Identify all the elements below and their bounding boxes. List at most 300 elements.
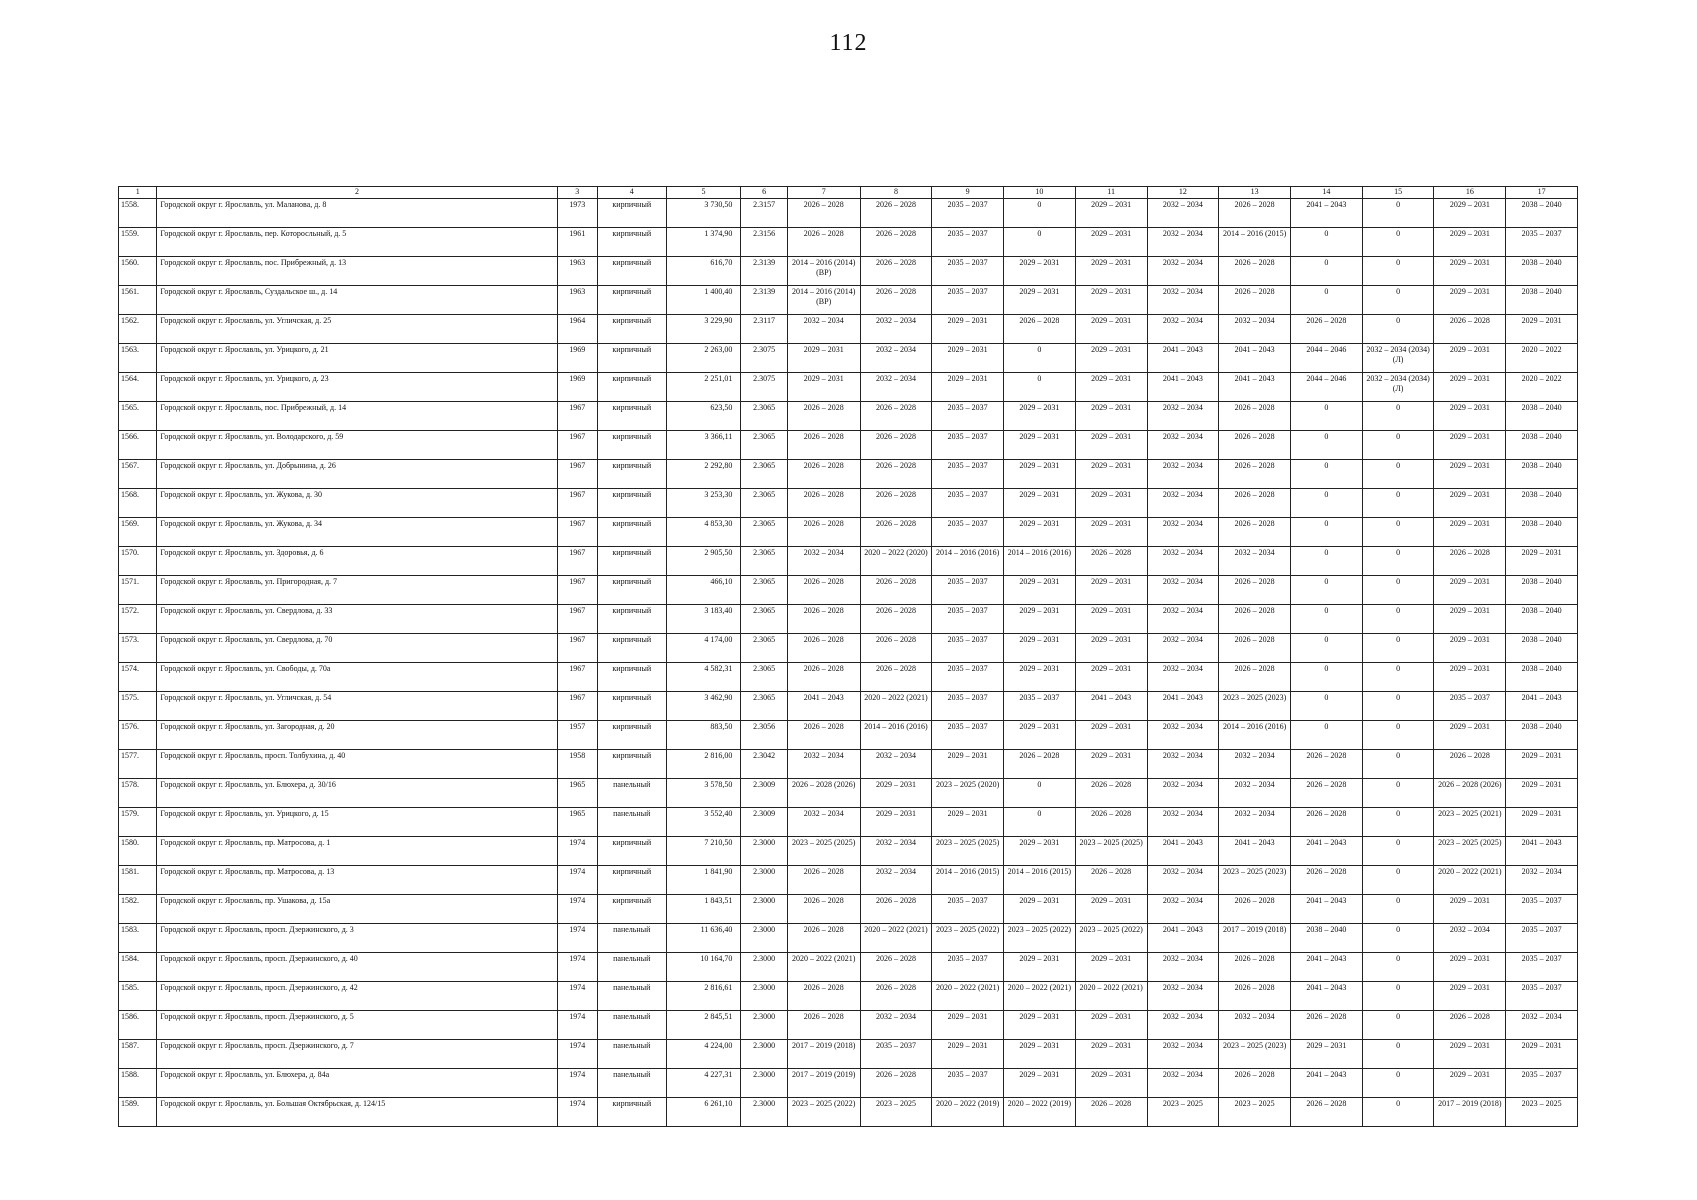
address-cell: Городской округ г. Ярославль, ул. Блюхера, д. 84а (157, 1069, 557, 1098)
work-period-cell-12: 2041 – 2043 (1147, 373, 1219, 402)
address-cell: Городской округ г. Ярославль, пер. Которосльный, д. 5 (157, 228, 557, 257)
work-period-cell-8: 2029 – 2031 (860, 808, 932, 837)
work-period-cell-7: 2026 – 2028 (787, 199, 860, 228)
row-number-cell: 1561. (119, 286, 157, 315)
work-period-cell-14: 0 (1290, 286, 1362, 315)
table-row (119, 663, 1578, 692)
work-period-cell-17: 2041 – 2043 (1506, 692, 1578, 721)
year-cell: 1967 (557, 489, 597, 518)
work-period-cell-14: 0 (1290, 663, 1362, 692)
work-period-cell-12: 2032 – 2034 (1147, 547, 1219, 576)
work-period-cell-14: 0 (1290, 634, 1362, 663)
table-row (119, 373, 1578, 402)
work-period-cell-12: 2032 – 2034 (1147, 605, 1219, 634)
work-period-cell-14: 2044 – 2046 (1290, 373, 1362, 402)
work-period-cell-10: 2023 – 2025 (2022) (1004, 924, 1076, 953)
column-number-cell: 17 (1506, 187, 1578, 199)
work-period-cell-14: 2044 – 2046 (1290, 344, 1362, 373)
work-period-cell-10: 2014 – 2016 (2015) (1004, 866, 1076, 895)
coefficient-cell: 2.3000 (741, 953, 787, 982)
area-cell: 3 183,40 (666, 605, 741, 634)
work-period-cell-8: 2032 – 2034 (860, 373, 932, 402)
area-cell: 6 261,10 (666, 1098, 741, 1127)
work-period-cell-12: 2032 – 2034 (1147, 431, 1219, 460)
work-period-cell-16: 2017 – 2019 (2018) (1434, 1098, 1506, 1127)
year-cell: 1974 (557, 1011, 597, 1040)
wall-material-cell: кирпичный (597, 721, 666, 750)
table-row (119, 953, 1578, 982)
address-cell: Городской округ г. Ярославль, ул. Угличская, д. 25 (157, 315, 557, 344)
coefficient-cell: 2.3009 (741, 779, 787, 808)
area-cell: 4 582,31 (666, 663, 741, 692)
work-period-cell-13: 2026 – 2028 (1219, 460, 1291, 489)
work-period-cell-11: 2029 – 2031 (1075, 518, 1147, 547)
work-period-cell-13: 2026 – 2028 (1219, 982, 1291, 1011)
work-period-cell-17: 2029 – 2031 (1506, 808, 1578, 837)
work-period-cell-13: 2041 – 2043 (1219, 344, 1291, 373)
work-period-cell-11: 2029 – 2031 (1075, 721, 1147, 750)
address-cell: Городской округ г. Ярославль, ул. Загородная, д. 20 (157, 721, 557, 750)
column-number-cell: 10 (1004, 187, 1076, 199)
work-period-cell-10: 2029 – 2031 (1004, 605, 1076, 634)
row-number-cell: 1587. (119, 1040, 157, 1069)
work-period-cell-12: 2032 – 2034 (1147, 228, 1219, 257)
work-period-cell-7: 2026 – 2028 (787, 866, 860, 895)
work-period-cell-14: 0 (1290, 402, 1362, 431)
work-period-cell-7: 2032 – 2034 (787, 315, 860, 344)
work-period-cell-10: 2026 – 2028 (1004, 315, 1076, 344)
work-period-cell-10: 2029 – 2031 (1004, 576, 1076, 605)
work-period-cell-11: 2029 – 2031 (1075, 199, 1147, 228)
address-cell: Городской округ г. Ярославль, пос. Прибрежный, д. 13 (157, 257, 557, 286)
area-cell: 1 374,90 (666, 228, 741, 257)
work-period-cell-10: 0 (1004, 228, 1076, 257)
work-period-cell-13: 2026 – 2028 (1219, 489, 1291, 518)
work-period-cell-15: 0 (1362, 257, 1434, 286)
work-period-cell-10: 2029 – 2031 (1004, 460, 1076, 489)
wall-material-cell: кирпичный (597, 750, 666, 779)
wall-material-cell: кирпичный (597, 1098, 666, 1127)
work-period-cell-15: 0 (1362, 895, 1434, 924)
wall-material-cell: кирпичный (597, 576, 666, 605)
work-period-cell-8: 2026 – 2028 (860, 257, 932, 286)
work-period-cell-15: 0 (1362, 1098, 1434, 1127)
work-period-cell-11: 2029 – 2031 (1075, 750, 1147, 779)
coefficient-cell: 2.3139 (741, 257, 787, 286)
work-period-cell-10: 2029 – 2031 (1004, 489, 1076, 518)
work-period-cell-17: 2038 – 2040 (1506, 286, 1578, 315)
work-period-cell-17: 2038 – 2040 (1506, 663, 1578, 692)
work-period-cell-12: 2032 – 2034 (1147, 286, 1219, 315)
wall-material-cell: кирпичный (597, 692, 666, 721)
row-number-cell: 1577. (119, 750, 157, 779)
row-number-cell: 1583. (119, 924, 157, 953)
work-period-cell-11: 2029 – 2031 (1075, 315, 1147, 344)
work-period-cell-17: 2038 – 2040 (1506, 605, 1578, 634)
work-period-cell-14: 2026 – 2028 (1290, 866, 1362, 895)
work-period-cell-16: 2029 – 2031 (1434, 895, 1506, 924)
year-cell: 1965 (557, 779, 597, 808)
work-period-cell-13: 2026 – 2028 (1219, 663, 1291, 692)
work-period-cell-16: 2029 – 2031 (1434, 663, 1506, 692)
column-number-cell: 2 (157, 187, 557, 199)
work-period-cell-7: 2026 – 2028 (787, 605, 860, 634)
work-period-cell-17: 2035 – 2037 (1506, 1069, 1578, 1098)
work-period-cell-8: 2032 – 2034 (860, 750, 932, 779)
coefficient-cell: 2.3000 (741, 1011, 787, 1040)
year-cell: 1967 (557, 663, 597, 692)
work-period-cell-7: 2032 – 2034 (787, 750, 860, 779)
table-row (119, 721, 1578, 750)
column-number-cell: 4 (597, 187, 666, 199)
work-period-cell-16: 2029 – 2031 (1434, 605, 1506, 634)
work-period-cell-9: 2029 – 2031 (932, 808, 1004, 837)
work-period-cell-16: 2029 – 2031 (1434, 576, 1506, 605)
area-cell: 4 227,31 (666, 1069, 741, 1098)
table-row (119, 1098, 1578, 1127)
work-period-cell-15: 0 (1362, 402, 1434, 431)
page-number: 112 (829, 30, 868, 56)
table-row (119, 982, 1578, 1011)
work-period-cell-16: 2029 – 2031 (1434, 953, 1506, 982)
work-period-cell-11: 2029 – 2031 (1075, 373, 1147, 402)
work-period-cell-13: 2014 – 2016 (2015) (1219, 228, 1291, 257)
address-cell: Городской округ г. Ярославль, ул. Жукова, д. 34 (157, 518, 557, 547)
row-number-cell: 1562. (119, 315, 157, 344)
area-cell: 3 366,11 (666, 431, 741, 460)
row-number-cell: 1567. (119, 460, 157, 489)
work-period-cell-8: 2026 – 2028 (860, 895, 932, 924)
year-cell: 1967 (557, 431, 597, 460)
work-period-cell-15: 0 (1362, 605, 1434, 634)
work-period-cell-17: 2029 – 2031 (1506, 547, 1578, 576)
work-period-cell-11: 2020 – 2022 (2021) (1075, 982, 1147, 1011)
work-period-cell-13: 2026 – 2028 (1219, 576, 1291, 605)
work-period-cell-11: 2029 – 2031 (1075, 953, 1147, 982)
work-period-cell-14: 2038 – 2040 (1290, 924, 1362, 953)
address-cell: Городской округ г. Ярославль, ул. Свердлова, д. 70 (157, 634, 557, 663)
work-period-cell-12: 2041 – 2043 (1147, 924, 1219, 953)
work-period-cell-8: 2026 – 2028 (860, 402, 932, 431)
work-period-cell-14: 2026 – 2028 (1290, 750, 1362, 779)
work-period-cell-7: 2026 – 2028 (787, 576, 860, 605)
work-period-cell-9: 2035 – 2037 (932, 460, 1004, 489)
area-cell: 2 816,61 (666, 982, 741, 1011)
year-cell: 1974 (557, 837, 597, 866)
work-period-cell-14: 2026 – 2028 (1290, 1098, 1362, 1127)
work-period-cell-15: 0 (1362, 547, 1434, 576)
work-period-cell-9: 2029 – 2031 (932, 750, 1004, 779)
table-row (119, 257, 1578, 286)
work-period-cell-9: 2020 – 2022 (2019) (932, 1098, 1004, 1127)
work-period-cell-9: 2035 – 2037 (932, 663, 1004, 692)
table-row (119, 808, 1578, 837)
work-period-cell-14: 0 (1290, 518, 1362, 547)
year-cell: 1974 (557, 866, 597, 895)
work-period-cell-11: 2029 – 2031 (1075, 460, 1147, 489)
work-period-cell-12: 2032 – 2034 (1147, 982, 1219, 1011)
work-period-cell-15: 0 (1362, 750, 1434, 779)
work-period-cell-15: 0 (1362, 518, 1434, 547)
work-period-cell-13: 2017 – 2019 (2018) (1219, 924, 1291, 953)
work-period-cell-16: 2032 – 2034 (1434, 924, 1506, 953)
area-cell: 2 905,50 (666, 547, 741, 576)
work-period-cell-14: 0 (1290, 692, 1362, 721)
work-period-cell-9: 2035 – 2037 (932, 431, 1004, 460)
work-period-cell-9: 2035 – 2037 (932, 605, 1004, 634)
work-period-cell-9: 2035 – 2037 (932, 634, 1004, 663)
work-period-cell-11: 2029 – 2031 (1075, 402, 1147, 431)
area-cell: 1 400,40 (666, 286, 741, 315)
work-period-cell-14: 2041 – 2043 (1290, 1069, 1362, 1098)
work-period-cell-15: 0 (1362, 286, 1434, 315)
work-period-cell-13: 2041 – 2043 (1219, 837, 1291, 866)
work-period-cell-7: 2026 – 2028 (787, 489, 860, 518)
work-period-cell-7: 2032 – 2034 (787, 547, 860, 576)
work-period-cell-9: 2023 – 2025 (2020) (932, 779, 1004, 808)
area-cell: 3 730,50 (666, 199, 741, 228)
area-cell: 10 164,70 (666, 953, 741, 982)
work-period-cell-16: 2020 – 2022 (2021) (1434, 866, 1506, 895)
work-period-cell-12: 2041 – 2043 (1147, 837, 1219, 866)
row-number-cell: 1576. (119, 721, 157, 750)
work-period-cell-14: 2029 – 2031 (1290, 1040, 1362, 1069)
work-period-cell-10: 2029 – 2031 (1004, 1040, 1076, 1069)
work-period-cell-9: 2035 – 2037 (932, 489, 1004, 518)
column-number-cell: 3 (557, 187, 597, 199)
work-period-cell-7: 2041 – 2043 (787, 692, 860, 721)
work-period-cell-8: 2032 – 2034 (860, 315, 932, 344)
coefficient-cell: 2.3065 (741, 663, 787, 692)
address-cell: Городской округ г. Ярославль, ул. Урицкого, д. 21 (157, 344, 557, 373)
area-cell: 2 845,51 (666, 1011, 741, 1040)
work-period-cell-13: 2023 – 2025 (2023) (1219, 692, 1291, 721)
work-period-cell-9: 2014 – 2016 (2015) (932, 866, 1004, 895)
row-number-cell: 1568. (119, 489, 157, 518)
work-period-cell-8: 2026 – 2028 (860, 286, 932, 315)
work-period-cell-10: 2035 – 2037 (1004, 692, 1076, 721)
work-period-cell-15: 0 (1362, 837, 1434, 866)
work-period-cell-8: 2026 – 2028 (860, 228, 932, 257)
work-period-cell-14: 2041 – 2043 (1290, 982, 1362, 1011)
column-number-cell: 13 (1219, 187, 1291, 199)
work-period-cell-10: 2029 – 2031 (1004, 286, 1076, 315)
table-row (119, 460, 1578, 489)
coefficient-cell: 2.3009 (741, 808, 787, 837)
address-cell: Городской округ г. Ярославль, пр. Матросова, д. 1 (157, 837, 557, 866)
year-cell: 1974 (557, 924, 597, 953)
work-period-cell-17: 2035 – 2037 (1506, 895, 1578, 924)
work-period-cell-7: 2029 – 2031 (787, 373, 860, 402)
work-period-cell-8: 2026 – 2028 (860, 199, 932, 228)
wall-material-cell: кирпичный (597, 837, 666, 866)
work-period-cell-10: 2029 – 2031 (1004, 518, 1076, 547)
work-period-cell-14: 0 (1290, 431, 1362, 460)
year-cell: 1974 (557, 1098, 597, 1127)
area-cell: 4 853,30 (666, 518, 741, 547)
year-cell: 1967 (557, 692, 597, 721)
coefficient-cell: 2.3000 (741, 837, 787, 866)
work-period-cell-14: 0 (1290, 228, 1362, 257)
row-number-cell: 1565. (119, 402, 157, 431)
work-period-cell-9: 2035 – 2037 (932, 1069, 1004, 1098)
year-cell: 1969 (557, 344, 597, 373)
work-period-cell-12: 2032 – 2034 (1147, 518, 1219, 547)
year-cell: 1973 (557, 199, 597, 228)
work-period-cell-12: 2032 – 2034 (1147, 576, 1219, 605)
work-period-cell-10: 2029 – 2031 (1004, 431, 1076, 460)
wall-material-cell: панельный (597, 953, 666, 982)
coefficient-cell: 2.3065 (741, 518, 787, 547)
work-period-cell-8: 2026 – 2028 (860, 953, 932, 982)
work-period-cell-15: 0 (1362, 576, 1434, 605)
work-period-cell-9: 2035 – 2037 (932, 692, 1004, 721)
column-number-cell: 15 (1362, 187, 1434, 199)
work-period-cell-7: 2017 – 2019 (2018) (787, 1040, 860, 1069)
work-period-cell-13: 2026 – 2028 (1219, 286, 1291, 315)
work-period-cell-10: 2029 – 2031 (1004, 257, 1076, 286)
area-cell: 2 251,01 (666, 373, 741, 402)
work-period-cell-9: 2029 – 2031 (932, 1011, 1004, 1040)
area-cell: 2 292,80 (666, 460, 741, 489)
table-row (119, 750, 1578, 779)
row-number-cell: 1585. (119, 982, 157, 1011)
work-period-cell-16: 2026 – 2028 (1434, 547, 1506, 576)
work-period-cell-17: 2038 – 2040 (1506, 634, 1578, 663)
work-period-cell-14: 0 (1290, 257, 1362, 286)
column-number-cell: 6 (741, 187, 787, 199)
work-period-cell-12: 2041 – 2043 (1147, 344, 1219, 373)
work-period-cell-11: 2029 – 2031 (1075, 605, 1147, 634)
address-cell: Городской округ г. Ярославль, просп. Дзержинского, д. 40 (157, 953, 557, 982)
coefficient-cell: 2.3156 (741, 228, 787, 257)
work-period-cell-16: 2023 – 2025 (2025) (1434, 837, 1506, 866)
column-number-cell: 11 (1075, 187, 1147, 199)
work-period-cell-11: 2026 – 2028 (1075, 1098, 1147, 1127)
work-period-cell-10: 2029 – 2031 (1004, 663, 1076, 692)
row-number-cell: 1578. (119, 779, 157, 808)
work-period-cell-13: 2026 – 2028 (1219, 518, 1291, 547)
work-period-cell-17: 2035 – 2037 (1506, 924, 1578, 953)
work-period-cell-13: 2023 – 2025 (2023) (1219, 866, 1291, 895)
address-cell: Городской округ г. Ярославль, ул. Маланова, д. 8 (157, 199, 557, 228)
work-period-cell-7: 2026 – 2028 (787, 431, 860, 460)
work-period-cell-7: 2020 – 2022 (2021) (787, 953, 860, 982)
address-cell: Городской округ г. Ярославль, просп. Толбухина, д. 40 (157, 750, 557, 779)
table-row (119, 344, 1578, 373)
work-period-cell-15: 0 (1362, 982, 1434, 1011)
work-period-cell-10: 2029 – 2031 (1004, 634, 1076, 663)
row-number-cell: 1571. (119, 576, 157, 605)
work-period-cell-12: 2041 – 2043 (1147, 692, 1219, 721)
work-period-cell-8: 2035 – 2037 (860, 1040, 932, 1069)
work-period-cell-9: 2020 – 2022 (2021) (932, 982, 1004, 1011)
wall-material-cell: панельный (597, 779, 666, 808)
row-number-cell: 1572. (119, 605, 157, 634)
work-period-cell-8: 2020 – 2022 (2021) (860, 924, 932, 953)
address-cell: Городской округ г. Ярославль, просп. Дзержинского, д. 3 (157, 924, 557, 953)
row-number-cell: 1574. (119, 663, 157, 692)
work-period-cell-12: 2032 – 2034 (1147, 634, 1219, 663)
work-period-cell-10: 2029 – 2031 (1004, 402, 1076, 431)
work-period-cell-10: 2029 – 2031 (1004, 1069, 1076, 1098)
work-period-cell-7: 2026 – 2028 (787, 895, 860, 924)
work-period-cell-7: 2023 – 2025 (2022) (787, 1098, 860, 1127)
work-period-cell-9: 2023 – 2025 (2022) (932, 924, 1004, 953)
coefficient-cell: 2.3065 (741, 431, 787, 460)
work-period-cell-17: 2041 – 2043 (1506, 837, 1578, 866)
year-cell: 1964 (557, 315, 597, 344)
row-number-cell: 1570. (119, 547, 157, 576)
year-cell: 1974 (557, 1069, 597, 1098)
work-period-cell-12: 2032 – 2034 (1147, 895, 1219, 924)
row-number-cell: 1563. (119, 344, 157, 373)
work-period-cell-13: 2032 – 2034 (1219, 547, 1291, 576)
area-cell: 11 636,40 (666, 924, 741, 953)
work-period-cell-10: 0 (1004, 808, 1076, 837)
coefficient-cell: 2.3000 (741, 982, 787, 1011)
work-period-cell-15: 0 (1362, 866, 1434, 895)
address-cell: Городской округ г. Ярославль, ул. Добрынина, д. 26 (157, 460, 557, 489)
column-number-cell: 16 (1434, 187, 1506, 199)
table-row (119, 1069, 1578, 1098)
work-period-cell-13: 2026 – 2028 (1219, 257, 1291, 286)
work-period-cell-16: 2029 – 2031 (1434, 982, 1506, 1011)
work-period-cell-11: 2026 – 2028 (1075, 779, 1147, 808)
row-number-cell: 1558. (119, 199, 157, 228)
table-row (119, 1040, 1578, 1069)
work-period-cell-15: 0 (1362, 808, 1434, 837)
work-period-cell-16: 2023 – 2025 (2021) (1434, 808, 1506, 837)
coefficient-cell: 2.3117 (741, 315, 787, 344)
work-period-cell-11: 2029 – 2031 (1075, 576, 1147, 605)
work-period-cell-10: 2029 – 2031 (1004, 837, 1076, 866)
work-period-cell-15: 0 (1362, 1040, 1434, 1069)
work-period-cell-8: 2020 – 2022 (2020) (860, 547, 932, 576)
work-period-cell-8: 2026 – 2028 (860, 1069, 932, 1098)
year-cell: 1974 (557, 953, 597, 982)
table-row (119, 605, 1578, 634)
wall-material-cell: панельный (597, 982, 666, 1011)
coefficient-cell: 2.3065 (741, 402, 787, 431)
row-number-cell: 1582. (119, 895, 157, 924)
coefficient-cell: 2.3000 (741, 1098, 787, 1127)
coefficient-cell: 2.3157 (741, 199, 787, 228)
work-period-cell-15: 0 (1362, 634, 1434, 663)
work-period-cell-14: 0 (1290, 489, 1362, 518)
work-period-cell-16: 2035 – 2037 (1434, 692, 1506, 721)
work-period-cell-16: 2029 – 2031 (1434, 518, 1506, 547)
table-row (119, 692, 1578, 721)
row-number-cell: 1579. (119, 808, 157, 837)
work-period-cell-15: 0 (1362, 199, 1434, 228)
work-period-cell-7: 2026 – 2028 (787, 663, 860, 692)
area-cell: 3 253,30 (666, 489, 741, 518)
area-cell: 623,50 (666, 402, 741, 431)
work-period-cell-13: 2026 – 2028 (1219, 605, 1291, 634)
work-period-cell-10: 2029 – 2031 (1004, 721, 1076, 750)
work-period-cell-7: 2014 – 2016 (2014) (ВР) (787, 257, 860, 286)
work-period-cell-7: 2026 – 2028 (787, 460, 860, 489)
row-number-cell: 1569. (119, 518, 157, 547)
work-period-cell-17: 2038 – 2040 (1506, 518, 1578, 547)
column-number-cell: 14 (1290, 187, 1362, 199)
work-period-cell-14: 0 (1290, 460, 1362, 489)
area-cell: 7 210,50 (666, 837, 741, 866)
area-cell: 616,70 (666, 257, 741, 286)
table-row (119, 837, 1578, 866)
area-cell: 1 841,90 (666, 866, 741, 895)
